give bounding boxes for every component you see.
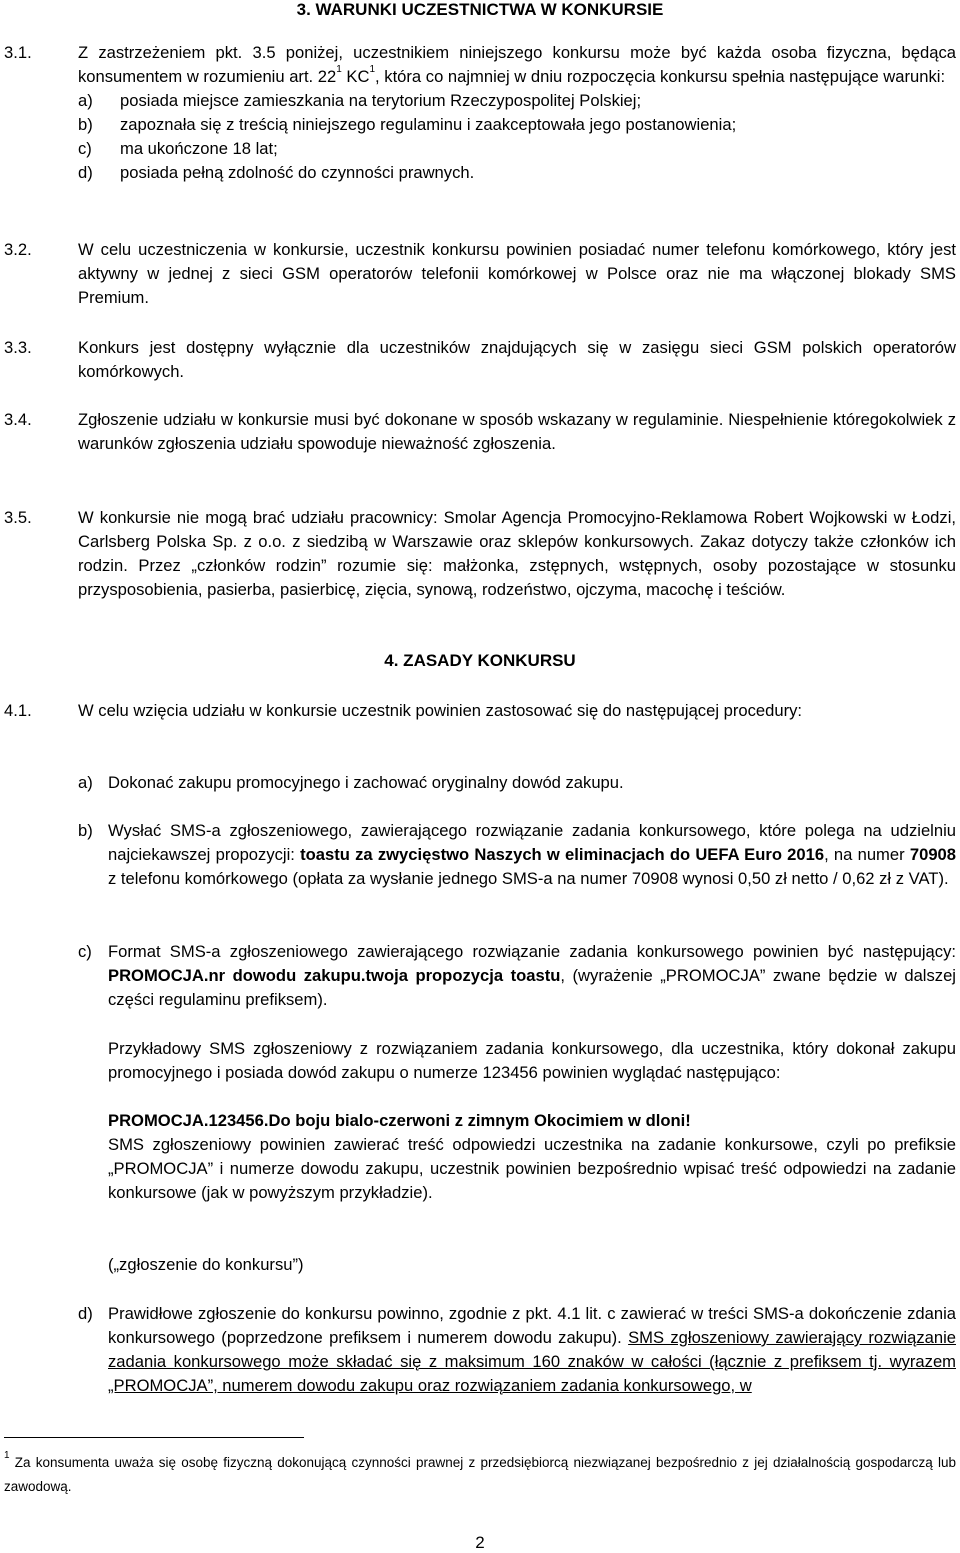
- step-text: Prawidłowe zgłoszenie do konkursu powinno, zgodnie z pkt. 4.1 lit. c zawierać w treści SMS-a dokończenie zdania konkursowego (poprzedzone prefiksem i numerem dowodu zakupu).: [108, 1304, 956, 1347]
- paragraph-3-3: [4, 336, 956, 384]
- step-text: Format SMS-a zgłoszeniowego zawierającego rozwiązanie zadania konkursowego powinien być następujący:: [108, 942, 956, 961]
- step-label: a): [78, 773, 93, 792]
- list-item: [78, 137, 956, 161]
- procedure-step-b: [78, 819, 956, 891]
- paragraph-number: 4.1.: [4, 701, 32, 720]
- list-label: a): [78, 91, 93, 110]
- footnote: [4, 1451, 956, 1499]
- paragraph-text: W celu uczestniczenia w konkursie, uczestnik konkursu powinien posiadać numer telefonu komórkowego, który jest aktywny w jednej z sieci GSM operatorów telefonii komórkowej w Polsce oraz nie ma włączonej blokady SMS Premium.: [78, 240, 956, 307]
- list-text: zapoznała się z treścią niniejszego regulaminu i zaakceptowała jego postanowienia;: [120, 115, 737, 134]
- list-text: ma ukończone 18 lat;: [120, 139, 278, 158]
- procedure-step-a: [78, 771, 956, 795]
- list-text: posiada miejsce zamieszkania na terytorium Rzeczypospolitej Polskiej;: [120, 91, 642, 110]
- paragraph-text: KC: [341, 67, 370, 86]
- list-item: [78, 113, 956, 137]
- example-sms: [108, 1109, 956, 1133]
- step-bold-text: toastu za zwycięstwo Naszych w eliminacjach do UEFA Euro 2016: [300, 845, 825, 864]
- paragraph-number: 3.1.: [4, 43, 32, 62]
- paragraph-3-5: [4, 506, 956, 602]
- list-item: [78, 89, 956, 113]
- example-intro: Przykładowy SMS zgłoszeniowy z rozwiązaniem zadania konkursowego, dla uczestnika, który dokonał zakupu promocyjnego i posiada dowód zakupu o numerze 123456 powinien wyglądać następująco:: [108, 1039, 956, 1082]
- step-text: , (wyrażenie „PROMOCJA” zwane będzie w dalszej części regulaminu prefiksem).: [108, 966, 956, 1009]
- footnote-divider: [4, 1437, 304, 1438]
- procedure-step-c: [78, 940, 956, 1012]
- page-number: 2: [475, 1533, 485, 1552]
- example-sms-text: PROMOCJA.123456.Do boju bialo-czerwoni z zimnym Okocimiem w dloni!: [108, 1111, 691, 1130]
- paragraph-4-1: [4, 699, 956, 723]
- list-label: b): [78, 115, 93, 134]
- list-label: d): [78, 163, 93, 182]
- paragraph-number: 3.3.: [4, 338, 32, 357]
- section-3-heading: 3. WARUNKI UCZESTNICTWA W KONKURSIE: [296, 0, 664, 19]
- paragraph-text: Konkurs jest dostępny wyłącznie dla uczestników znajdujących się w zasięgu sieci GSM polskich operatorów komórkowych.: [78, 338, 956, 381]
- paragraph-3-2: [4, 238, 956, 310]
- sms-format: PROMOCJA.nr dowodu zakupu.twoja propozycja toastu: [108, 966, 561, 985]
- paragraph-3-4: [4, 408, 956, 456]
- footnote-ref: 1: [336, 64, 342, 75]
- step-underlined-text: SMS zgłoszeniowy zawierający rozwiązanie zadania konkursowego może składać się z maksimum 160 znaków w całości (łącznie z prefiksem tj. wyrazem „PROMOCJA”, numerem dowodu zakupu oraz rozwiązaniem zadania konkursowego, w: [108, 1328, 956, 1395]
- list-text: posiada pełną zdolność do czynności prawnych.: [120, 163, 475, 182]
- paragraph-number: 3.5.: [4, 508, 32, 527]
- step-text: , na numer: [824, 845, 910, 864]
- paragraph-text: , która co najmniej w dniu rozpoczęcia konkursu spełnia następujące warunki:: [375, 67, 946, 86]
- step-label: d): [78, 1304, 93, 1323]
- step-text: Wysłać SMS-a zgłoszeniowego, zawierającego rozwiązanie zadania konkursowego, które polega na udzielniu najciekawszej propozycji:: [108, 821, 956, 864]
- procedure-step-d: [78, 1302, 956, 1398]
- section-4-heading: 4. ZASADY KONKURSU: [384, 651, 576, 670]
- paragraph-text: W konkursie nie mogą brać udziału pracownicy: Smolar Agencja Promocyjno-Reklamowa Robert Wojkowski w Łodzi, Carlsberg Polska Sp. z o.o. z siedzibą w Warszawie oraz sklepów konkursowych. Zakaz dotyczy także członków ich rodzin. Przez „członków rodzin” rozumie się: małżonka, zstępnych, wstępnych, osoby pozostające w stosunku przysposobienia, pasierba, pasierbicę, zięcia, synową, rodzeństwo, ojczyma, macochę i teściów.: [78, 508, 956, 599]
- conditions-list: [78, 89, 956, 185]
- step-text: Dokonać zakupu promocyjnego i zachować oryginalny dowód zakupu.: [108, 773, 624, 792]
- step-text: z telefonu komórkowego (opłata za wysłanie jednego SMS-a na numer 70908 wynosi 0,50 zł netto / 0,62 zł z VAT).: [108, 869, 949, 888]
- entry-term-label: („zgłoszenie do konkursu”): [108, 1255, 304, 1274]
- footnote-ref: 1: [369, 64, 376, 75]
- list-label: c): [78, 139, 92, 158]
- list-item: [78, 161, 956, 185]
- example-explanation: SMS zgłoszeniowy powinien zawierać treść odpowiedzi uczestnika na zadanie konkursowe, czyli po prefiksie „PROMOCJA” i numerze dowodu zakupu, uczestnik powinien bezpośrednio wpisać treść odpowiedzi na zadanie konkursowe (jak w powyższym przykładzie).: [108, 1135, 956, 1202]
- footnote-mark: 1: [4, 1450, 10, 1461]
- paragraph-number: 3.4.: [4, 410, 32, 429]
- paragraph-text: Zgłoszenie udziału w konkursie musi być dokonane w sposób wskazany w regulaminie. Niespełnienie któregokolwiek z warunków zgłoszenia udziału spowoduje nieważność zgłoszenia.: [78, 410, 956, 453]
- step-label: c): [78, 942, 92, 961]
- step-label: b): [78, 821, 93, 840]
- paragraph-text: W celu wzięcia udziału w konkursie uczestnik powinien zastosować się do następującej procedury:: [78, 701, 803, 720]
- sms-number: 70908: [909, 845, 957, 864]
- paragraph-number: 3.2.: [4, 240, 32, 259]
- footnote-text: Za konsumenta uważa się osobę fizyczną dokonującą czynności prawnej z przedsiębiorcą niezwiązanej bezpośrednio z jej działalnością gospodarczą lub zawodową.: [4, 1455, 956, 1494]
- paragraph-3-1: [4, 41, 956, 185]
- paragraph-text: Z zastrzeżeniem pkt. 3.5 poniżej, uczestnikiem niniejszego konkursu może być każda osoba fizyczna, będąca konsumentem w rozumieniu art. 22: [78, 43, 956, 86]
